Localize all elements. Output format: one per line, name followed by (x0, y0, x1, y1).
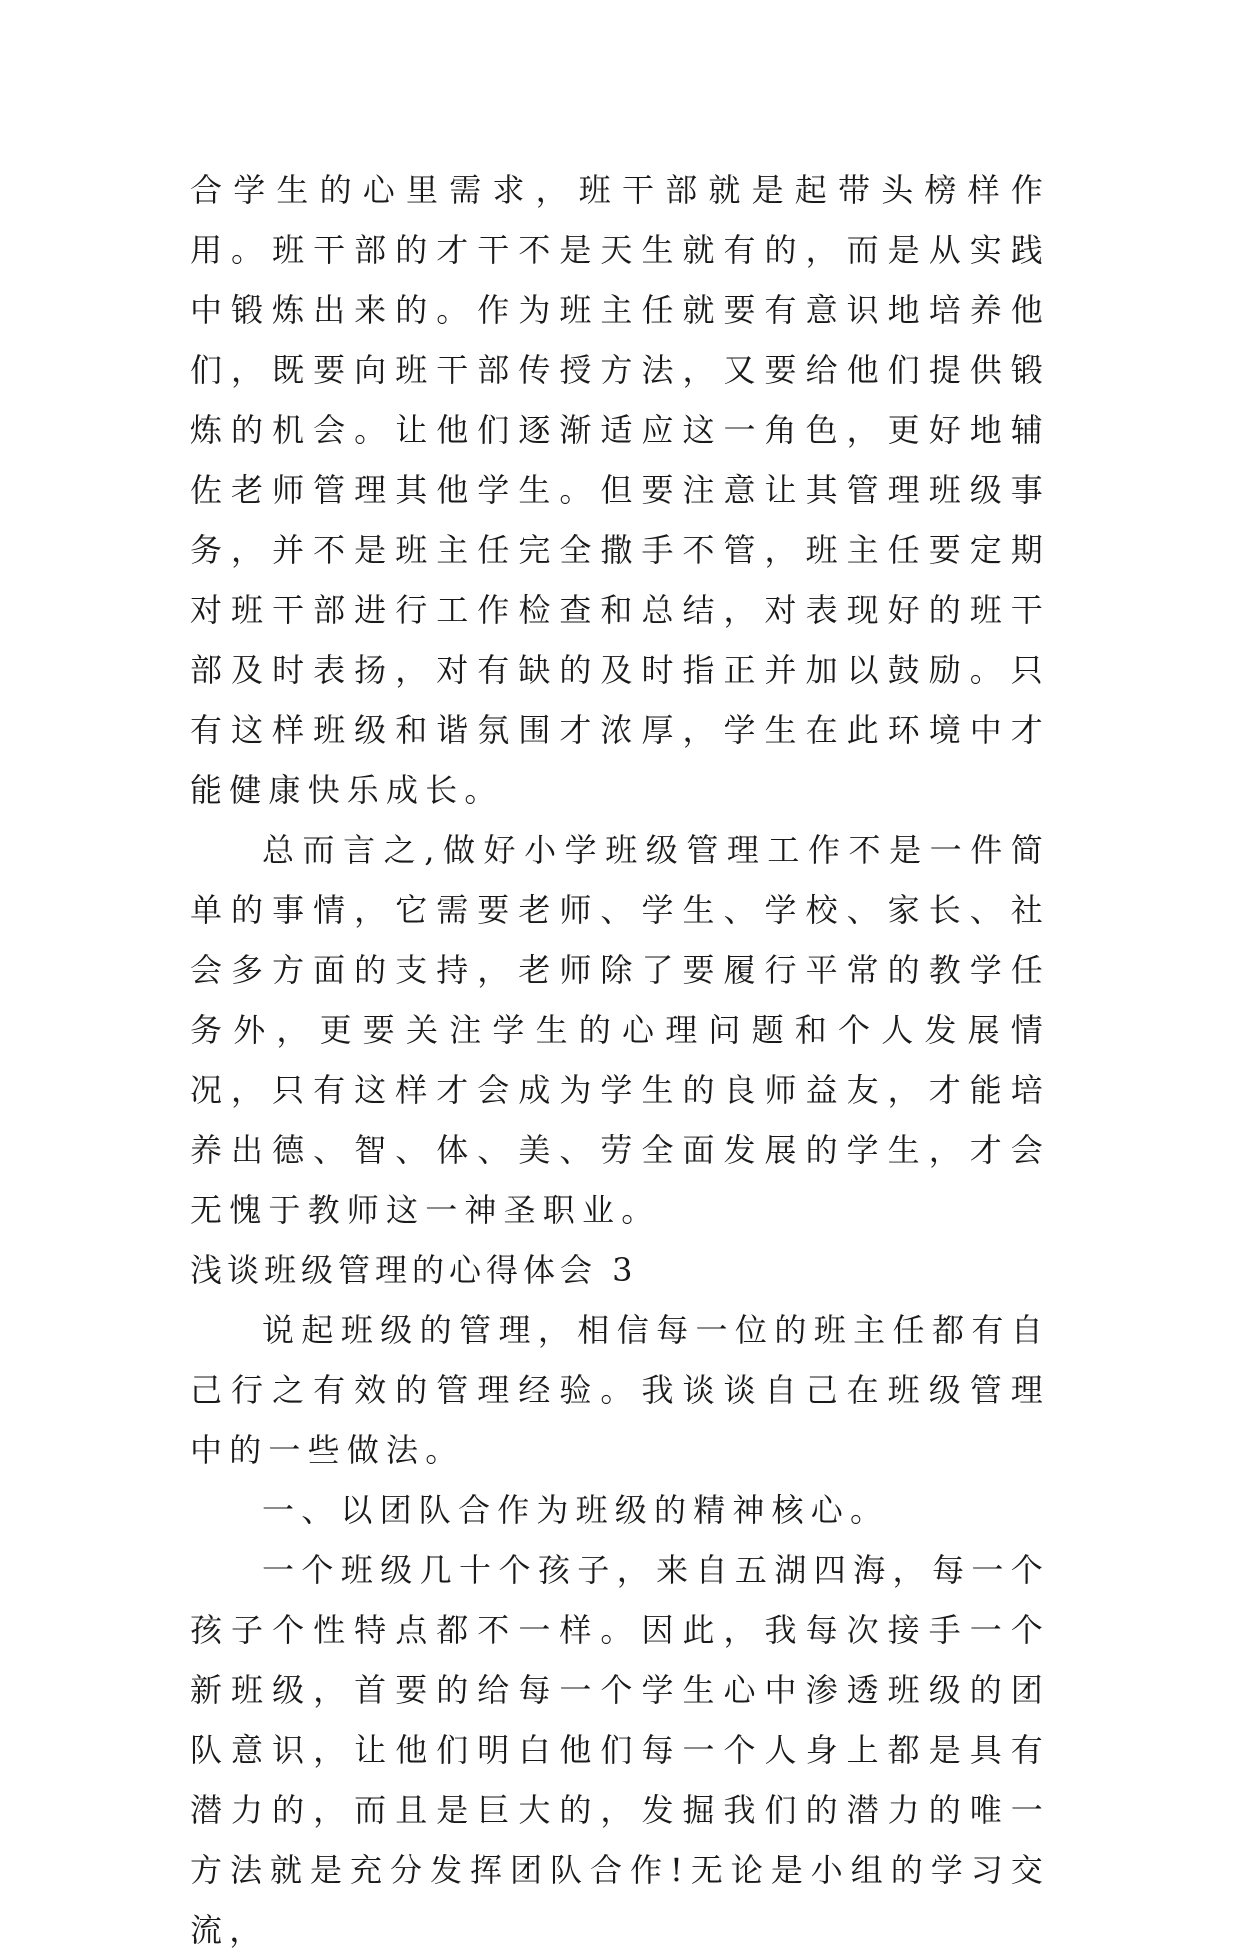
paragraph-point-body: 一个班级几十个孩子，来自五湖四海，每一个孩子个性特点都不一样。因此，我每次接手一个新班级，首要的给每一个学生心中渗透班级的团队意识，让他们明白他们每一个人身上都是具有潜力的，而且是巨大的，发掘我们的潜力的唯一方法就是充分发挥团队合作!无论是小组的学习交流， (190, 1551, 1050, 1949)
paragraph-conclusion: 总而言之,做好小学班级管理工作不是一件简单的事情，它需要老师、学生、学校、家长、社会多方面的支持，老师除了要履行平常的教学任务外，更要关注学生的心理问题和个人发展情况，只有这样才会成为学生的良师益友，才能培养出德、智、体、美、劳全面发展的学生，才会无愧于教师这一神圣职业。 (190, 831, 1050, 1229)
paragraph-point-heading: 一、以团队合作为班级的精神核心。 (262, 1491, 890, 1529)
paragraph-intro: 说起班级的管理，相信每一位的班主任都有自己行之有效的管理经验。我谈谈自己在班级管理中的一些做法。 (190, 1311, 1050, 1469)
section-title: 浅谈班级管理的心得体会 3 (190, 1251, 638, 1289)
document-body (190, 160, 1050, 1960)
paragraph-continued: 合学生的心里需求，班干部就是起带头榜样作用。班干部的才干不是天生就有的，而是从实践中锻炼出来的。作为班主任就要有意识地培养他们，既要向班干部传授方法，又要给他们提供锻炼的机会。让他们逐渐适应这一角色，更好地辅佐老师管理其他学生。但要注意让其管理班级事务，并不是班主任完全撒手不管，班主任要定期对班干部进行工作检查和总结，对表现好的班干部及时表扬，对有缺的及时指正并加以鼓励。只有这样班级和谐氛围才浓厚，学生在此环境中才能健康快乐成长。 (190, 171, 1050, 809)
